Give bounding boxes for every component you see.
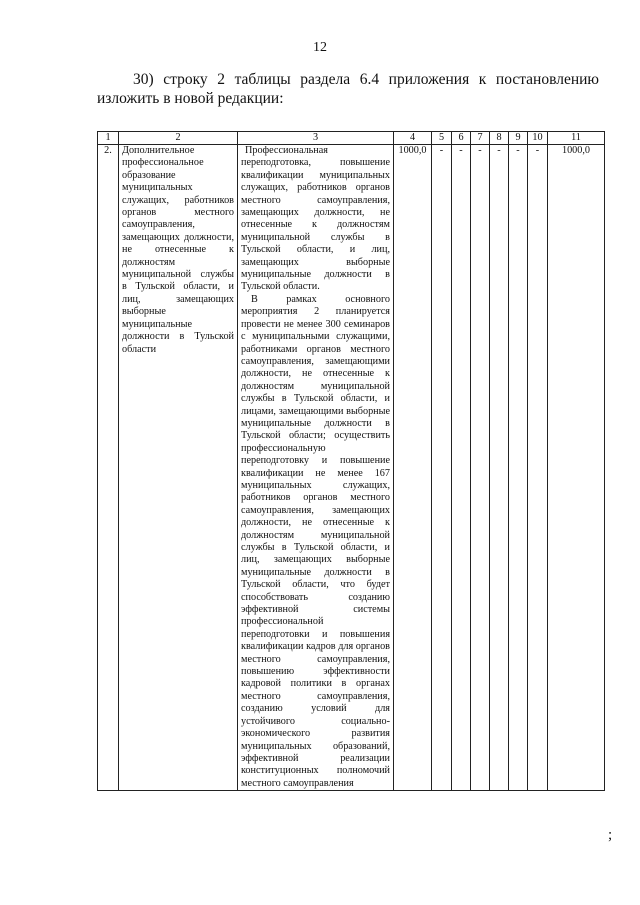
intro-line-2: изложить в новой редакции: — [97, 90, 284, 107]
intro-paragraph — [97, 70, 599, 108]
header-cell-11: 11 — [548, 132, 605, 145]
header-cell-1: 1 — [98, 132, 119, 145]
header-cell-9: 9 — [509, 132, 528, 145]
final-amount-cell: 1000,0 — [548, 145, 605, 791]
activity-description-cell — [238, 145, 394, 791]
header-cell-7: 7 — [471, 132, 490, 145]
col-5-cell: - — [432, 145, 452, 791]
trailing-semicolon: ; — [608, 827, 613, 843]
description-paragraph-1: Профессиональная переподготовка, повышение квалификации муниципальных служащих, работников органов местного самоуправления, замещающих должности, не отнесенные к должностям муниципальной службы в Тульской области, и лиц, замещающих выборные муниципальные должности в Тульской области. — [241, 145, 390, 293]
header-cell-4: 4 — [394, 132, 432, 145]
header-cell-10: 10 — [528, 132, 548, 145]
header-cell-5: 5 — [432, 132, 452, 145]
col-10-cell: - — [528, 145, 548, 791]
row-number-cell: 2. — [98, 145, 119, 791]
total-amount-cell: 1000,0 — [394, 145, 432, 791]
col-9-cell: - — [509, 145, 528, 791]
header-cell-8: 8 — [490, 132, 509, 145]
description-paragraph-2: В рамках основного мероприятия 2 планируется провести не менее 300 семинаров с муниципальными служащими, работниками органов местного самоуправления, замещающими должности, не отнесенные к должностям муниципальной службы в Тульской области, и лицами, замещающими выборные муниципальные должности в Тульской области; осуществить профессиональную переподготовку и повышение квалификации не менее 167 муниципальных служащих, работников органов местного самоуправления, замещающих должности, не отнесенные к должностям муниципальной службы в Тульской области, и лиц, замещающих выборные муниципальные должности в Тульской области, что будет способствовать созданию эффективной системы профессиональной переподготовки и повышения квалификации кадров для органов местного самоуправления, повышению эффективности кадровой политики в органах местного самоуправления, созданию условий для устойчивого социально-экономического развития муниципальных образований, эффективной реализации конституционных полномочий местного самоуправления — [241, 293, 390, 789]
activity-name-cell: Дополнительное профессиональное образование муниципальных служащих, работников органов местного самоуправления, замещающих должности, не отнесенные к должностям муниципальной службы в Тульской области, и лиц, замещающих выборные муниципальные должности в Тульской области — [119, 145, 238, 791]
page-number: 12 — [313, 40, 327, 55]
col-7-cell: - — [471, 145, 490, 791]
program-table — [97, 131, 605, 791]
header-cell-6: 6 — [452, 132, 471, 145]
intro-line-1: 30) строку 2 таблицы раздела 6.4 приложения к постановлению — [133, 71, 599, 88]
table-header-row — [98, 132, 605, 145]
col-8-cell: - — [490, 145, 509, 791]
header-cell-3: 3 — [238, 132, 394, 145]
header-cell-2: 2 — [119, 132, 238, 145]
col-6-cell: - — [452, 145, 471, 791]
table-row — [98, 145, 605, 791]
